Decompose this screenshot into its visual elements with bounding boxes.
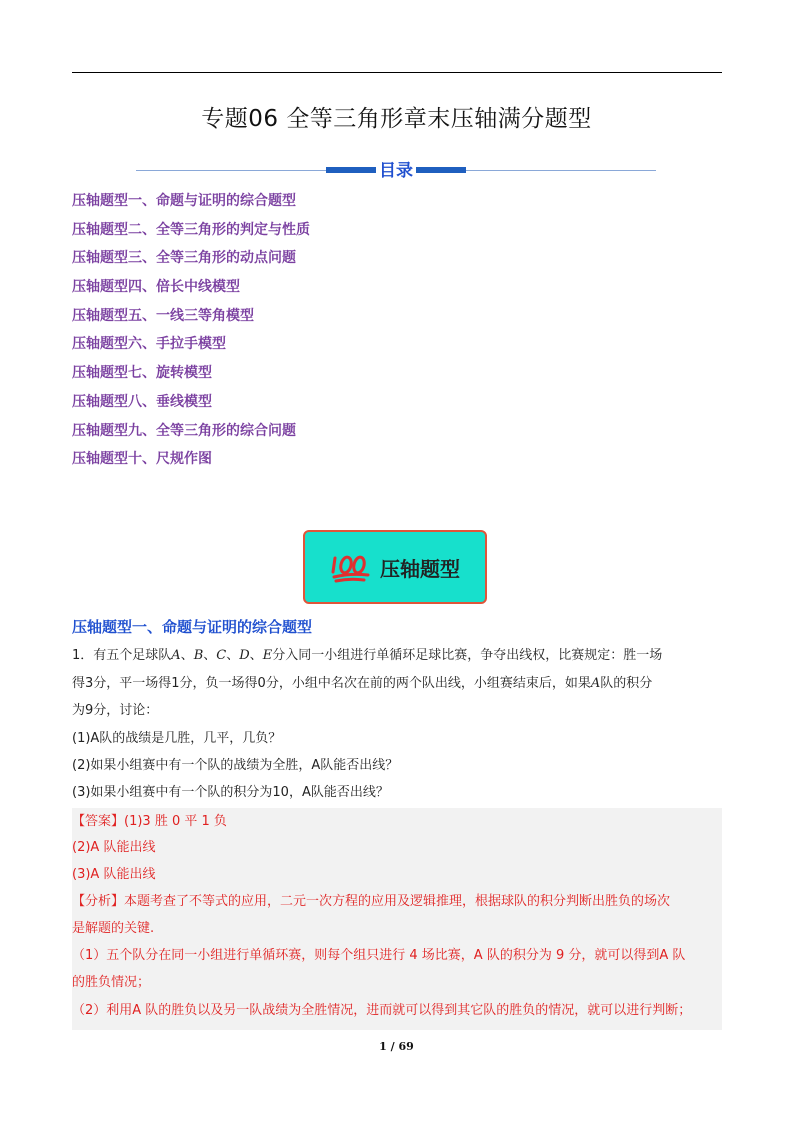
- team-label: B: [193, 648, 204, 663]
- question-text: 分入同一小组进行单循环足球比赛，争夺出线权，比赛规定：胜一场: [272, 648, 663, 663]
- answer-2: (2)A 队能出线: [72, 840, 156, 855]
- team-label: A: [590, 676, 601, 691]
- 100-emoji-icon: [330, 550, 374, 584]
- sub-question-2: (2)如果小组赛中有一个队的战绩为全胜，A队能否出线？: [72, 758, 399, 773]
- toc-item[interactable]: 压轴题型一、命题与证明的综合题型: [72, 193, 296, 209]
- page-number: 1 / 69: [379, 1040, 414, 1053]
- section-badge: [303, 530, 487, 604]
- toc-item[interactable]: 压轴题型五、一线三等角模型: [72, 307, 254, 324]
- page-title: 专题06 全等三角形章末压轴满分题型: [201, 106, 592, 132]
- section-heading: 压轴题型一、命题与证明的综合题型: [72, 618, 313, 636]
- team-label: E: [262, 648, 273, 663]
- toc-item[interactable]: 压轴题型二、全等三角形的判定与性质: [72, 221, 310, 238]
- analysis-step-1a: （1）五个队分在同一小组进行单循环赛，则每个组只进行 4 场比赛，A 队的积分为 9 分，就可以得到A 队: [72, 948, 686, 963]
- toc-label: 目录: [379, 161, 413, 181]
- answer-1: 【答案】(1)3 胜 0 平 1 负: [72, 814, 227, 829]
- question-text: 得3分，平一场得1分，负一场得0分，小组中名次在前的两个队出线，小组赛结束后，如果: [72, 676, 591, 691]
- toc-item[interactable]: 压轴题型七、旋转模型: [72, 365, 212, 382]
- toc-item[interactable]: 压轴题型九、全等三角形的综合问题: [72, 422, 296, 439]
- sub-question-1: (1)A队的战绩是几胜，几平，几负？: [72, 731, 282, 746]
- team-label: D: [239, 648, 250, 663]
- question-line-1: 1．有五个足球队A、B、C、D、E分入同一小组进行单循环足球比赛，争夺出线权，比赛规定：胜一场: [72, 648, 663, 663]
- analysis-step-2: （2）利用A 队的胜负以及另一队战绩为全胜情况，进而就可以得到其它队的胜负的情况，就可以进行判断；: [72, 1003, 692, 1018]
- toc-item[interactable]: 压轴题型八、垂线模型: [72, 393, 212, 410]
- toc-item[interactable]: 压轴题型六、手拉手模型: [72, 336, 226, 353]
- analysis-line-1: 【分析】本题考查了不等式的应用，二元一次方程的应用及逻辑推理，根据球队的积分判断出胜负的场次: [72, 894, 671, 909]
- question-line-3: 为9分，讨论：: [72, 703, 159, 718]
- badge-label: 压轴题型: [380, 556, 460, 581]
- toc-item[interactable]: 压轴题型三、全等三角形的动点问题: [72, 250, 296, 267]
- toc-item[interactable]: 压轴题型四、倍长中线模型: [72, 279, 240, 296]
- answer-3: (3)A 队能出线: [72, 867, 156, 882]
- table-of-contents: [72, 190, 310, 477]
- header-rule: [72, 72, 722, 73]
- question-text: 1．有五个足球队: [72, 648, 172, 663]
- question-text: 队的积分: [600, 676, 653, 691]
- analysis-step-1b: 的胜负情况；: [72, 975, 151, 990]
- analysis-line-2: 是解题的关键.: [72, 921, 155, 936]
- team-label: C: [216, 648, 227, 663]
- question-line-2: [72, 670, 722, 697]
- sub-question-3: (3)如果小组赛中有一个队的积分为10，A队能否出线？: [72, 785, 389, 800]
- team-label: A: [171, 648, 181, 663]
- toc-item[interactable]: 压轴题型十、尺规作图: [72, 451, 212, 468]
- toc-header: [136, 156, 656, 184]
